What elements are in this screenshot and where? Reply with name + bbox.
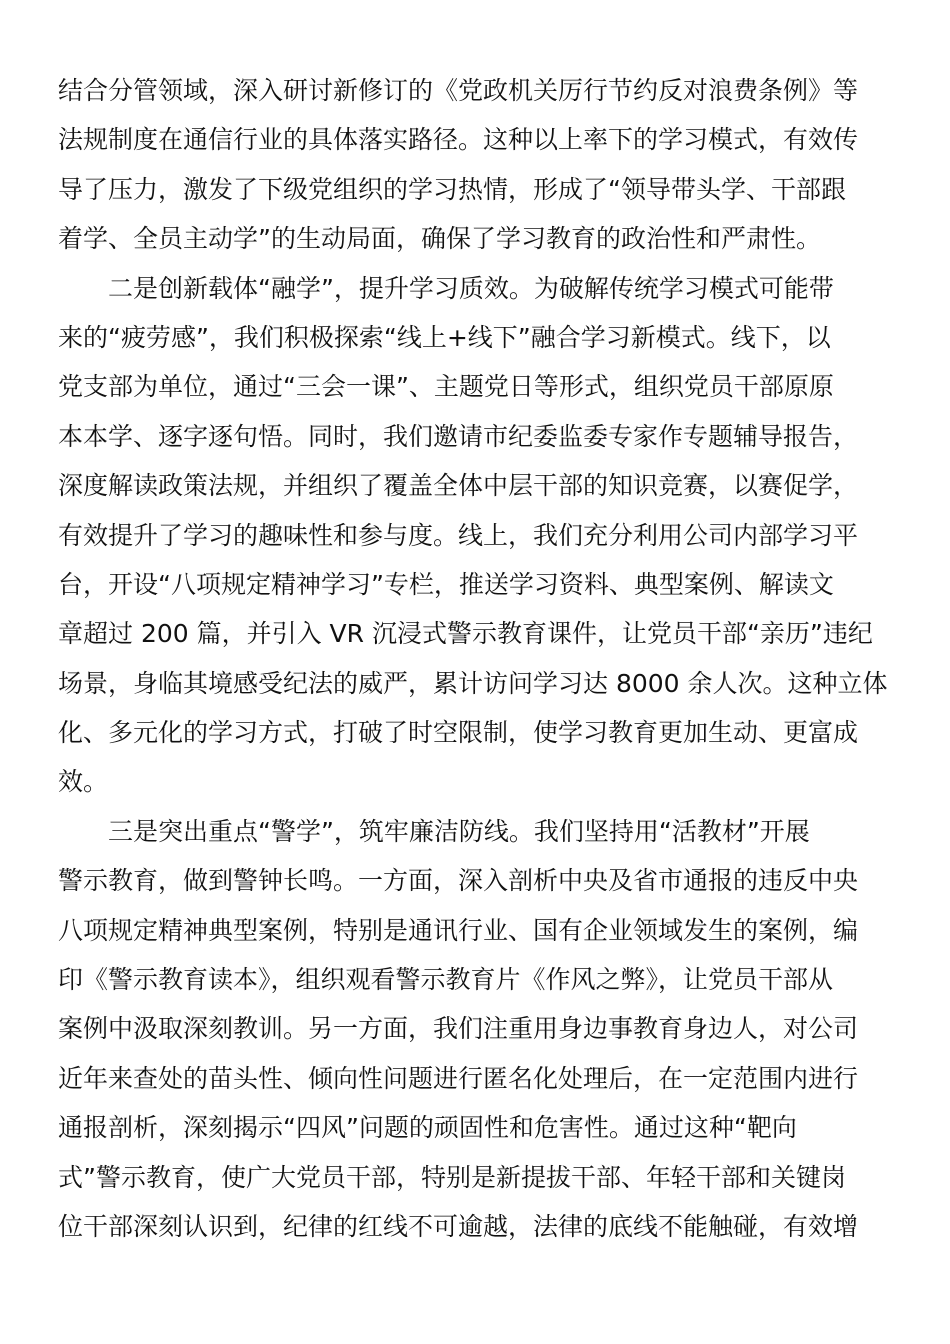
paragraph-start-line: 二是创新载体“融学”，提升学习质效。为破解传统学习模式可能带 xyxy=(108,273,834,303)
text-line: 效。 xyxy=(58,767,109,797)
text-line: 八项规定精神典型案例，特别是通讯行业、国有企业领域发生的案例，编 xyxy=(58,915,859,945)
text-line: 位干部深刻认识到，纪律的红线不可逾越，法律的底线不能触碰，有效增 xyxy=(58,1211,859,1241)
text-line: 化、多元化的学习方式，打破了时空限制，使学习教育更加生动、更富成 xyxy=(58,718,859,748)
paragraph-start-line: 三是突出重点“警学”，筑牢廉洁防线。我们坚持用“活教材”开展 xyxy=(108,816,810,846)
text-line: 式”警示教育，使广大党员干部，特别是新提拔干部、年轻干部和关键岗 xyxy=(58,1162,846,1192)
text-line: 近年来查处的苗头性、倾向性问题进行匿名化处理后，在一定范围内进行 xyxy=(58,1063,859,1093)
text-line: 场景，身临其境感受纪法的威严，累计访问学习达 8000 余人次。这种立体 xyxy=(58,668,888,698)
text-line: 本本学、逐字逐句悟。同时，我们邀请市纪委监委专家作专题辅导报告， xyxy=(58,421,859,451)
text-line: 有效提升了学习的趣味性和参与度。线上，我们充分利用公司内部学习平 xyxy=(58,520,859,550)
text-line: 着学、全员主动学”的生动局面，确保了学习教育的政治性和严肃性。 xyxy=(58,224,821,254)
text-line: 印《警示教育读本》，组织观看警示教育片《作风之弊》，让党员干部从 xyxy=(58,965,834,995)
body-text xyxy=(58,66,888,1251)
text-line: 结合分管领域，深入研讨新修订的《党政机关厉行节约反对浪费条例》等 xyxy=(58,76,859,105)
text-line: 台，开设“八项规定精神学习”专栏，推送学习资料、典型案例、解读文 xyxy=(58,569,834,599)
text-line: 来的“疲劳感”，我们积极探索“线上+线下”融合学习新模式。线下，以 xyxy=(58,322,831,352)
text-line: 导了压力，激发了下级党组织的学习热情，形成了“领导带头学、干部跟 xyxy=(58,174,846,204)
text-line: 法规制度在通信行业的具体落实路径。这种以上率下的学习模式，有效传 xyxy=(58,125,859,155)
text-line: 警示教育，做到警钟长鸣。一方面，深入剖析中央及省市通报的违反中央 xyxy=(58,866,859,896)
text-line: 通报剖析，深刻揭示“四风”问题的顽固性和危害性。通过这种“靶向 xyxy=(58,1113,797,1143)
text-line: 深度解读政策法规，并组织了覆盖全体中层干部的知识竞赛，以赛促学， xyxy=(58,471,859,501)
text-line: 章超过 200 篇，并引入 VR 沉浸式警示教育课件，让党员干部“亲历”违纪 xyxy=(58,619,873,649)
text-line: 案例中汲取深刻教训。另一方面，我们注重用身边事教育身边人，对公司 xyxy=(58,1014,859,1044)
text-line: 党支部为单位，通过“三会一课”、主题党日等形式，组织党员干部原原 xyxy=(58,372,834,402)
